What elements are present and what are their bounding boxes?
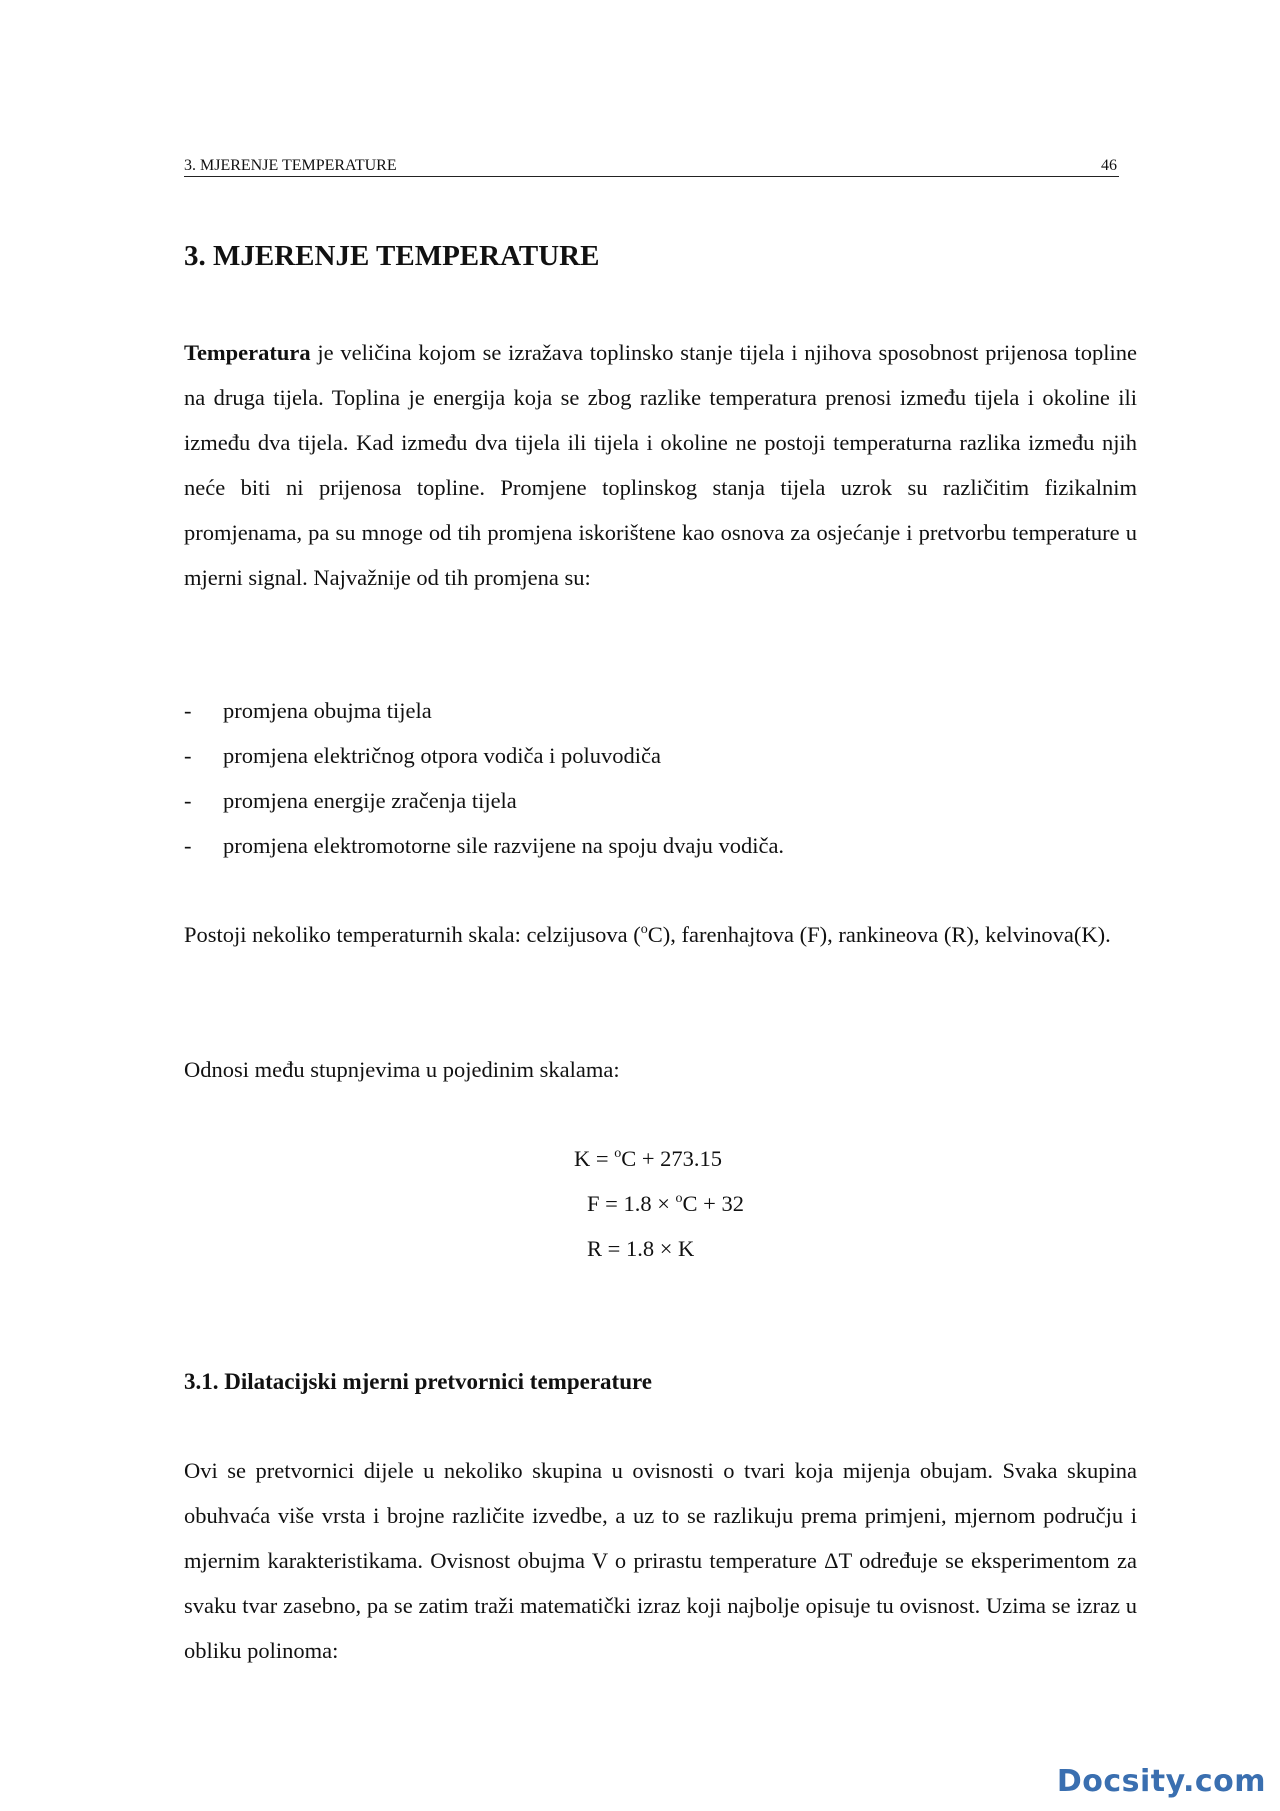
- formula-kelvin: [574, 1136, 722, 1181]
- list-bullet: -: [184, 833, 192, 858]
- relations-intro: Odnosi među stupnjevima u pojedinim skalama:: [184, 1057, 620, 1082]
- formula-part: K =: [574, 1146, 615, 1171]
- chapter-title: 3. MJERENJE TEMPERATURE: [184, 240, 600, 272]
- formula-part: R = 1.8 × K: [587, 1236, 695, 1261]
- list-item: [184, 823, 1137, 868]
- degree-sup: o: [614, 1146, 622, 1161]
- formula-fahrenheit: [587, 1181, 744, 1226]
- formula-part: F = 1.8 ×: [587, 1191, 676, 1216]
- scales-paragraph: [184, 912, 1137, 957]
- changes-list: [184, 688, 1137, 868]
- list-item-text: promjena elektromotorne sile razvijene na spoju dvaju vodiča.: [223, 833, 785, 858]
- list-item: [184, 688, 1137, 733]
- list-item: [184, 733, 1137, 778]
- list-item-text: promjena obujma tijela: [223, 698, 432, 723]
- list-item: [184, 778, 1137, 823]
- running-title: 3. MJERENJE TEMPERATURE: [184, 157, 397, 174]
- list-bullet: -: [184, 788, 192, 813]
- degree-sup: o: [640, 922, 648, 937]
- list-bullet: -: [184, 698, 192, 723]
- list-bullet: -: [184, 743, 192, 768]
- formula-rankine: [587, 1226, 694, 1271]
- page-number: 46: [1101, 157, 1117, 174]
- formula-part: C + 32: [682, 1191, 744, 1216]
- section-title: 3.1. Dilatacijski mjerni pretvornici temperature: [184, 1369, 652, 1394]
- intro-paragraph: [184, 330, 1137, 600]
- section-paragraph: Ovi se pretvornici dijele u nekoliko skupina u ovisnosti o tvari koja mijenja obujam. Svaka skupina obuhvaća više vrsta i brojne različite izvedbe, a uz to se razlikuju prema primjeni, mjernom području i mjernim karakteristikama. Ovisnost obujma V o prirastu temperature ΔT određuje se eksperimentom za svaku tvar zasebno, pa se zatim traži matematički izraz koji najbolje opisuje tu ovisnost. Uzima se izraz u obliku polinoma:: [184, 1458, 1137, 1663]
- formula-part: C + 273.15: [621, 1146, 723, 1171]
- intro-term: Temperatura: [184, 340, 311, 365]
- scales-text-before: Postoji nekoliko temperaturnih skala: celzijusova (: [184, 922, 641, 947]
- degree-sup: o: [675, 1191, 683, 1206]
- intro-text: je veličina kojom se izražava toplinsko stanje tijela i njihova sposobnost prijenosa topline na druga tijela. Toplina je energija koja se zbog razlike temperatura prenosi između tijela i okoline ili između dva tijela. Kad između dva tijela ili tijela i okoline ne postoji temperaturna razlika između njih neće biti ni prijenosa topline. Promjene toplinskog stanja tijela uzrok su različitim fizikalnim promjenama, pa su mnoge od tih promjena iskorištene kao osnova za osjećanje i pretvorbu temperature u mjerni signal. Najvažnije od tih promjena su:: [184, 340, 1137, 590]
- scales-text-after: C), farenhajtova (F), rankineova (R), kelvinova(K).: [647, 922, 1111, 947]
- list-item-text: promjena električnog otpora vodiča i poluvodiča: [223, 743, 661, 768]
- docsity-watermark[interactable]: Docsity.com: [1056, 1764, 1266, 1799]
- list-item-text: promjena energije zračenja tijela: [223, 788, 517, 813]
- running-header: [184, 154, 1119, 177]
